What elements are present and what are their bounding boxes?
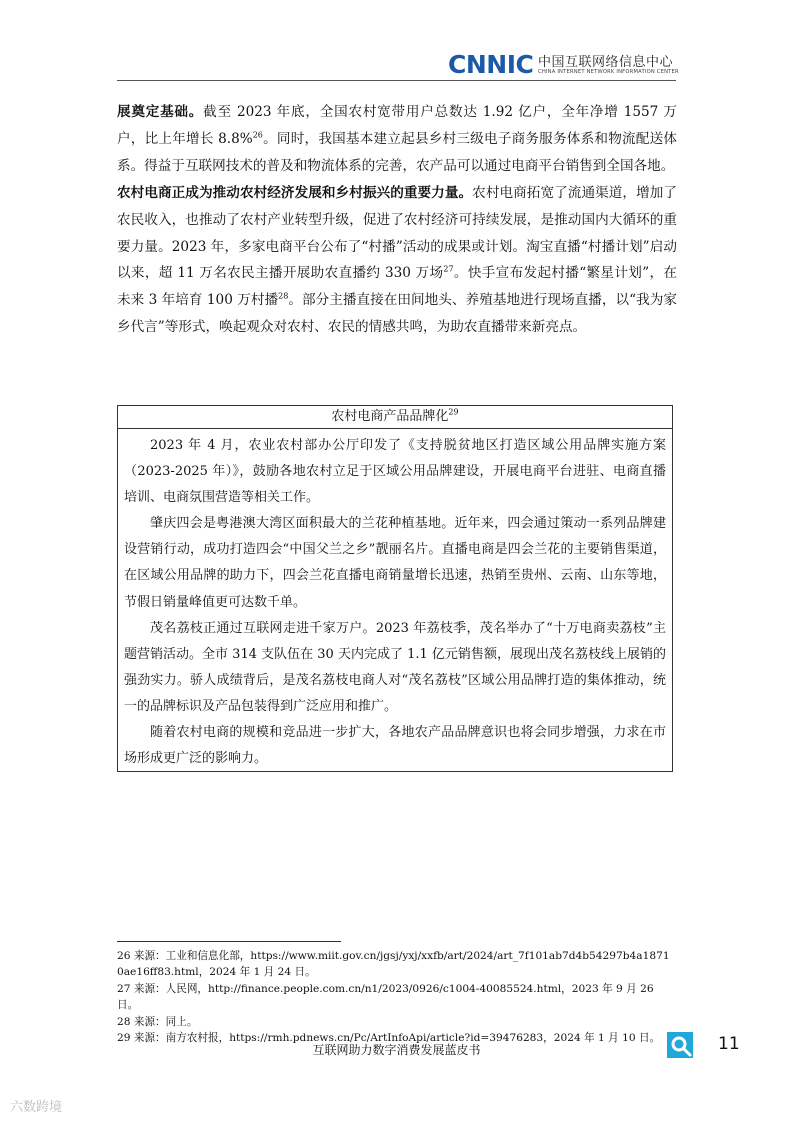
ref-29[interactable]: 29 xyxy=(448,407,459,417)
paragraph-1 xyxy=(117,99,677,180)
watermark: 六数跨境 xyxy=(10,1100,63,1115)
footnote-26: 26 来源：工业和信息化部，https://www.miit.gov.cn/jgsj/yxj/xxfb/art/2024/art_7f101ab7d4b54297b4a18710ae16ff83.html，2024 年 1 月 24 日。 xyxy=(117,950,670,979)
org-name-en: CHINA INTERNET NETWORK INFORMATION CENTER xyxy=(538,69,679,75)
ref-26[interactable]: 26 xyxy=(252,130,263,140)
case-paragraph: 随着农村电商的规模和竞品进一步扩大，各地农产品品牌意识也将会同步增强，力求在市场形成更广泛的影响力。 xyxy=(124,725,666,767)
footnote-28: 28 来源：同上。 xyxy=(117,1015,198,1028)
footnote-27: 27 来源：人民网，http://finance.people.com.cn/n1/2023/0926/c1004-40085524.html，2023 年 9 月 26 日。 xyxy=(117,982,654,1012)
ref-28[interactable]: 28 xyxy=(278,291,289,301)
org-name-cn: 中国互联网络信息中心 xyxy=(538,55,674,70)
case-box-title-text: 农村电商产品品牌化 xyxy=(331,409,449,424)
footer-title: 互联网助力数字消费发展蓝皮书 xyxy=(312,1043,481,1057)
footnotes xyxy=(117,948,673,1046)
paragraph-1-text: 截至 2023 年底，全国农村宽带用户总数达 1.92 亿户，全年净增 1557 万户，比上年增长 8.8% xyxy=(117,104,677,147)
case-paragraph: 肇庆四会是粤港澳大湾区面积最大的兰花种植基地。近年来，四会通过策动一系列品牌建设营销行动，成功打造四会“中国父兰之乡”靓丽名片。直播电商是四会兰花的主要销售渠道，在区域公用品牌的助力下，四会兰花直播电商销量增长迅速，热销至贵州、云南、山东等地，节假日销量峰值更可达数千单。 xyxy=(124,516,666,610)
page-number: 11 xyxy=(718,1034,740,1054)
paragraph-2-tail: 。部分主播直接在田间地头、养殖基地进行现场直播，以“我为家乡代言”等形式，唤起观众对农村、农民的情感共鸣，为助农直播带来新亮点。 xyxy=(117,292,677,336)
case-paragraph: 茂名荔枝正通过互联网走进千家万户。2023 年荔枝季，茂名举办了“十万电商卖荔枝”主题营销活动。全市 314 支队伍在 30 天内完成了 1.1 亿元销售额，展现出茂名荔枝线上展销的强劲实力。骄人成绩背后，是茂名荔枝电商人对“茂名荔枝”区域公用品牌打造的集体推动，统一的品牌标识及产品包装得到广泛应用和推广。 xyxy=(124,620,666,714)
logo-mark: CNNIC xyxy=(448,50,534,79)
paragraph-2-lead: 农村电商正成为推动农村经济发展和乡村振兴的重要力量。 xyxy=(117,184,473,201)
ref-27[interactable]: 27 xyxy=(443,264,454,274)
case-box-body xyxy=(118,429,672,772)
case-box xyxy=(117,405,673,772)
footnote-29: 29 来源：南方农村报，https://rmh.pdnews.cn/Pc/ArtInfoApi/article?id=39476283，2024 年 1 月 10 日。 xyxy=(117,1032,661,1045)
report-search-icon xyxy=(664,1029,696,1061)
main-text xyxy=(117,99,677,341)
paragraph-2-mid: 。快手宣布发起村播“繁星计划”，在未来 3 年培育 100 万村播 xyxy=(117,265,677,309)
paragraph-2 xyxy=(117,180,677,341)
footnote-rule xyxy=(117,941,341,942)
paragraph-1-lead: 展奠定基础。 xyxy=(117,104,204,120)
header-rule xyxy=(117,80,676,81)
paragraph-2-text: 农村电商拓宽了流通渠道，增加了农民收入，也推动了农村产业转型升级，促进了农村经济可持续发展，是推动国内大循环的重要力量。2023 年，多家电商平台公布了“村播”活动的成果或计划。淘宝直播“村播计划”启动以来，超 11 万名农民主播开展助农直播约 330 万场 xyxy=(117,184,678,282)
case-paragraph: 2023 年 4 月，农业农村部办公厅印发了《支持脱贫地区打造区域公用品牌实施方案（2023-2025 年）》，鼓励各地农村立足于区域公用品牌建设，开展电商平台进驻、电商直播培训、电商氛围营造等相关工作。 xyxy=(124,438,666,506)
cnnic-logo xyxy=(448,50,679,80)
paragraph-1-tail: 。同时，我国基本建立起县乡村三级电子商务服务体系和物流配送体系。得益于互联网技术的普及和物流体系的完善，农产品可以通过电商平台销售到全国各地。 xyxy=(117,130,678,174)
case-box-title xyxy=(118,406,672,429)
